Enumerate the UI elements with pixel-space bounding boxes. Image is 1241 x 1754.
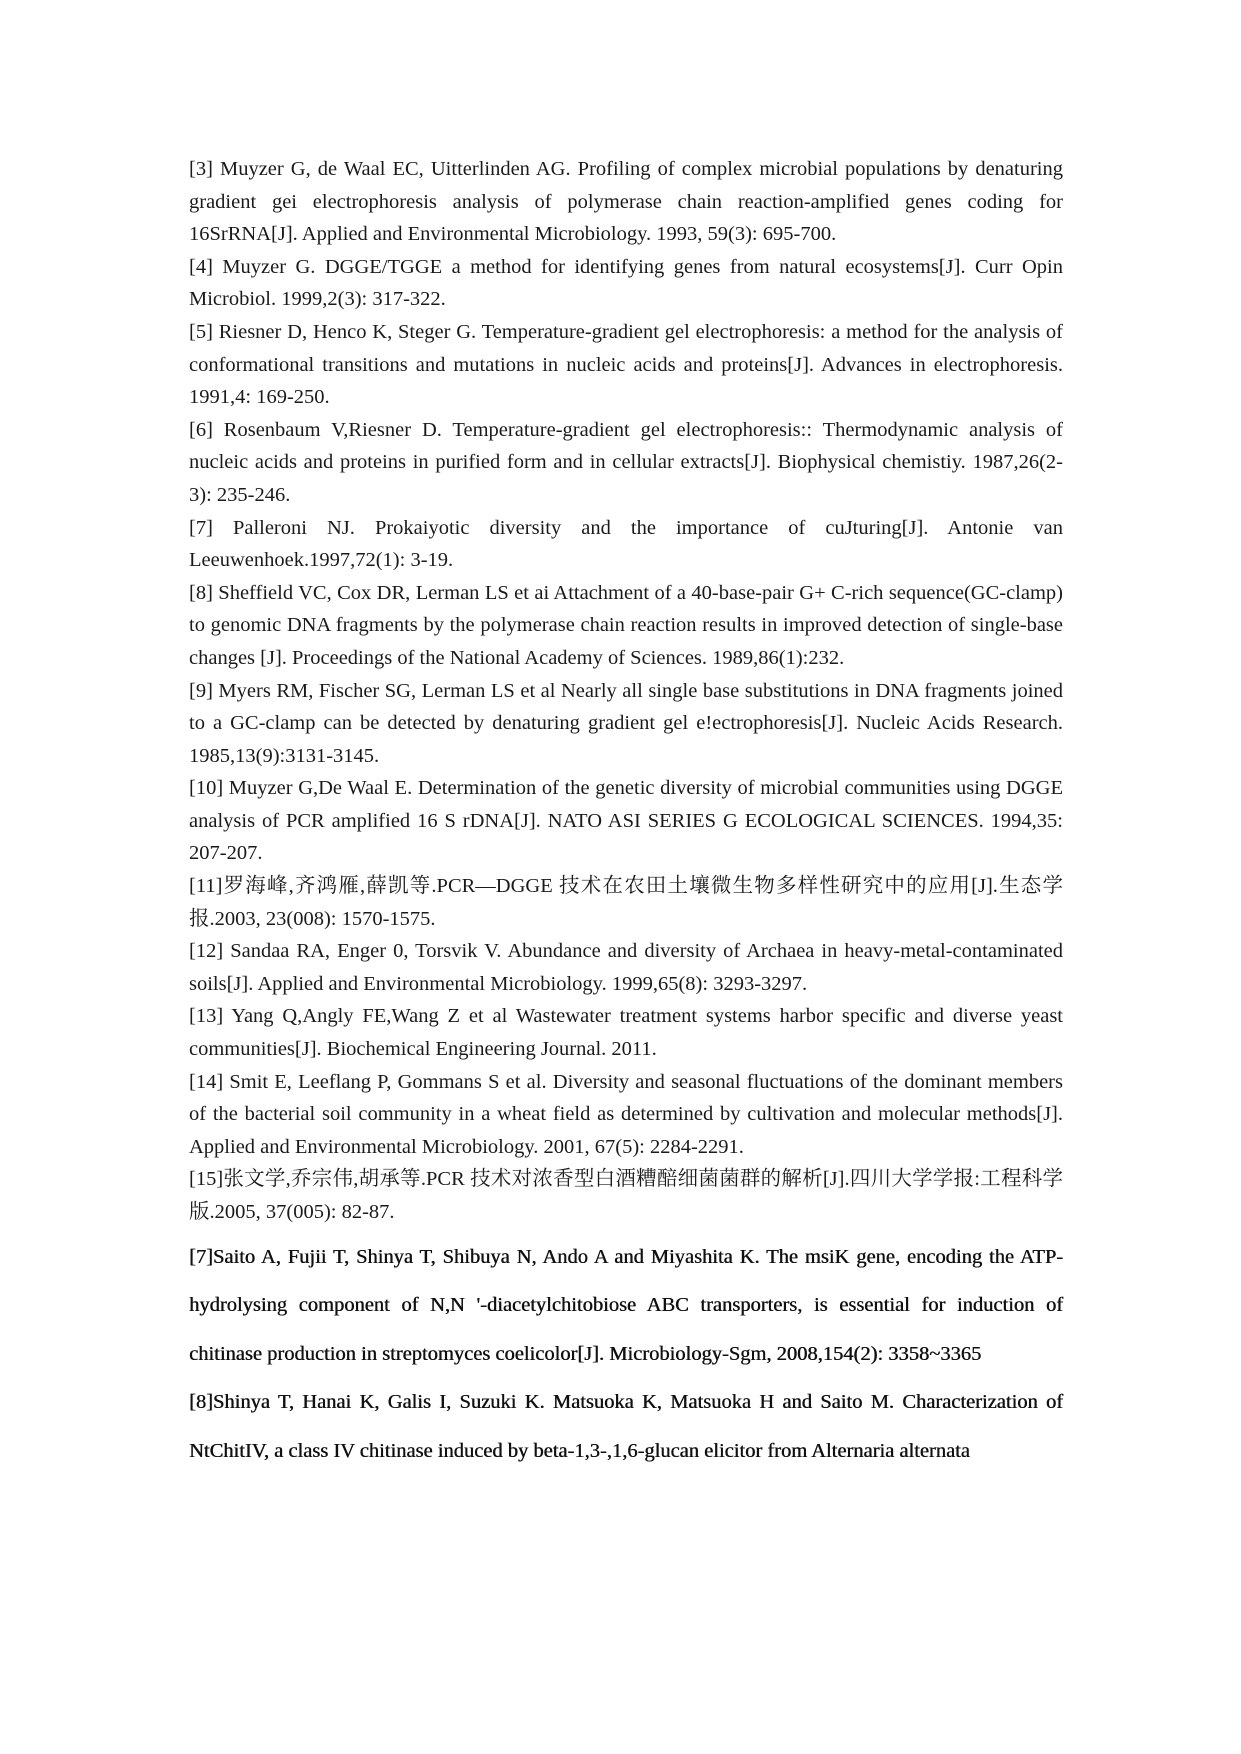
reference-entry: [3] Muyzer G, de Waal EC, Uitterlinden AG. Profiling of complex microbial populations by denaturing gradient gei electrophoresis analysis of polymerase chain reaction-amplified genes coding for 16SrRNA[J]. Applied and Environmental Microbiology. 1993, 59(3): 695-700.: [189, 158, 1063, 246]
reference-entry: [5] Riesner D, Henco K, Steger G. Temperature-gradient gel electrophoresis: a method for the analysis of conformational transitions and mutations in nucleic acids and proteins[J]. Advances in electrophoresis. 1991,4: 169-250.: [189, 320, 1063, 409]
reference-entry: [9] Myers RM, Fischer SG, Lerman LS et al Nearly all single base substitutions in DNA fragments joined to a GC-clamp can be detected by denaturing gradient gel e!ectrophoresis[J]. Nucleic Acids Research. 1985,13(9):3131-3145.: [189, 679, 1063, 767]
reference-entry: [7] Palleroni NJ. Prokaiyotic diversity and the importance of cuJturing[J]. Antonie van Leeuwenhoek.1997,72(1): 3-19.: [189, 516, 1063, 572]
reference-entry: [8] Sheffield VC, Cox DR, Lerman LS et ai Attachment of a 40-base-pair G+ C-rich sequence(GC-clamp) to genomic DNA fragments by the polymerase chain reaction results in improved detection of single-base changes [J]. Proceedings of the National Academy of Sciences. 1989,86(1):232.: [189, 581, 1063, 669]
reference-entry: [14] Smit E, Leeflang P, Gommans S et al. Diversity and seasonal fluctuations of the dominant members of the bacterial soil community in a wheat field as determined by cultivation and molecular methods[J]. Applied and Environmental Microbiology. 2001, 67(5): 2284-2291.: [189, 1070, 1063, 1158]
reference-entry: [10] Muyzer G,De Waal E. Determination of the genetic diversity of microbial communities using DGGE analysis of PCR amplified 16 S rDNA[J]. NATO ASI SERIES G ECOLOGICAL SCIENCES. 1994,35: 207-207.: [189, 777, 1063, 865]
bold-reference-entry: [8]Shinya T, Hanai K, Galis I, Suzuki K. Matsuoka K, Matsuoka H and Saito M. Characterization of NtChitIV, a class IV chitinase induced by beta-1,3-,1,6-glucan elicitor from Alternaria alternata: [189, 1391, 1063, 1462]
reference-list: [189, 153, 1063, 1475]
bold-reference-entry: [7]Saito A, Fujii T, Shinya T, Shibuya N, Ando A and Miyashita K. The msiK gene, encoding the ATP-hydrolysing component of N,N '-diacetylchitobiose ABC transporters, is essential for induction of chitinase production in streptomyces coelicolor[J]. Microbiology-Sgm, 2008,154(2): 3358~3365: [189, 1245, 1063, 1365]
reference-entry: [15]张文学,乔宗伟,胡承等.PCR 技术对浓香型白酒糟醅细菌菌群的解析[J].四川大学学报:工程科学版.2005, 37(005): 82-87.: [189, 1168, 1063, 1223]
reference-entry: [4] Muyzer G. DGGE/TGGE a method for identifying genes from natural ecosystems[J]. Curr Opin Microbiol. 1999,2(3): 317-322.: [189, 255, 1063, 311]
reference-entry: [12] Sandaa RA, Enger 0, Torsvik V. Abundance and diversity of Archaea in heavy-metal-contaminated soils[J]. Applied and Environmental Microbiology. 1999,65(8): 3293-3297.: [189, 940, 1063, 995]
reference-entry: [11]罗海峰,齐鸿雁,薛凯等.PCR—DGGE 技术在农田土壤微生物多样性研究中的应用[J].生态学报.2003, 23(008): 1570-1575.: [189, 875, 1063, 930]
reference-entry: [6] Rosenbaum V,Riesner D. Temperature-gradient gel electrophoresis:: Thermodynamic analysis of nucleic acids and proteins in purified form and in cellular extracts[J]. Biophysical chemistiy. 1987,26(2-3): 235-246.: [189, 418, 1063, 506]
reference-entry: [13] Yang Q,Angly FE,Wang Z et al Wastewater treatment systems harbor specific and diverse yeast communities[J]. Biochemical Engineering Journal. 2011.: [189, 1005, 1063, 1061]
